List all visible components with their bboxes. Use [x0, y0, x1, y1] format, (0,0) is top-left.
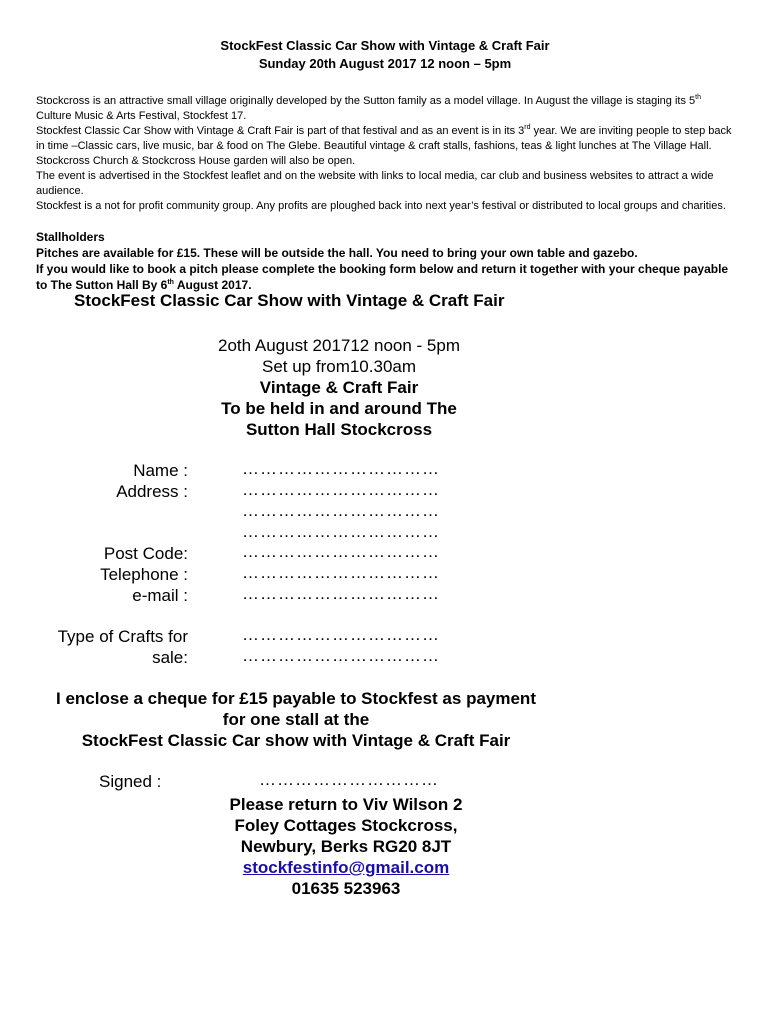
phone-number: 01635 523963: [291, 879, 401, 898]
event-details: [0, 335, 678, 440]
return-line: Newbury, Berks RG20 8JT: [240, 837, 452, 856]
intro-paragraph: The event is advertised in the Stockfest leaflet and on the website with links to local media, car club and business websites to attract a wide audience.: [36, 170, 714, 197]
cheque-statement: [0, 688, 592, 751]
crafts-label: sale:: [152, 648, 188, 667]
address-field[interactable]: ……………………………: [242, 522, 440, 541]
booking-instructions: If you would like to book a pitch please complete the booking form below and return it together with your cheque payable to The Sutton Hall By 6th August 2017.: [36, 262, 729, 292]
stallholders-heading: Stallholders: [36, 230, 105, 244]
fair-name: Vintage & Craft Fair: [259, 378, 419, 397]
crafts-field[interactable]: ……………………………: [242, 625, 440, 644]
event-date: Sunday 20th August 2017 12 noon – 5pm: [258, 56, 512, 71]
crafts-label: Type of Crafts for: [57, 627, 188, 646]
email-field[interactable]: ……………………………: [242, 584, 440, 603]
name-field[interactable]: ……………………………: [242, 459, 440, 478]
crafts-field[interactable]: ……………………………: [242, 646, 440, 665]
telephone-label: Telephone :: [100, 565, 188, 584]
pitch-info: Pitches are available for £15. These will be outside the hall. You need to bring your own table and gazebo.: [36, 246, 638, 260]
intro-text: [36, 94, 736, 214]
intro-paragraph: Stockfest Classic Car Show with Vintage & Craft Fair is part of that festival and as an event is in its 3rd year. We are inviting people to step back in time –Classic cars, live music, bar & food on The Glebe. Beautiful vintage & craft stalls, fashions, teas & light lunches at The Village Hall. Stockcross Church & Stockcross House garden will also be open.: [36, 124, 732, 167]
cheque-line: for one stall at the: [222, 710, 370, 729]
postcode-label: Post Code:: [103, 544, 188, 563]
intro-paragraph: Stockfest is a not for profit community group. Any profits are ploughed back into next year’s festival or distributed to local groups and charities.: [36, 200, 726, 212]
return-line: Please return to Viv Wilson 2: [229, 795, 463, 814]
intro-paragraph: Stockcross is an attractive small village originally developed by the Sutton family as a model village. In August the village is staging its 5th Culture Music & Arts Festival, Stockfest 17.: [36, 94, 701, 122]
cheque-line: StockFest Classic Car show with Vintage & Craft Fair: [81, 731, 511, 750]
email-link[interactable]: stockfestinfo@gmail.com: [242, 858, 450, 877]
signed-label: Signed :: [99, 772, 162, 791]
name-label: Name :: [133, 461, 188, 480]
cheque-line: I enclose a cheque for £15 payable to Stockfest as payment: [56, 689, 536, 708]
address-label: Address :: [116, 482, 188, 501]
form-title: StockFest Classic Car Show with Vintage & Craft Fair: [74, 291, 505, 310]
stallholders-section: [36, 229, 736, 293]
address-field[interactable]: ……………………………: [242, 480, 440, 499]
email-label: e-mail :: [132, 586, 188, 605]
return-line: Foley Cottages Stockcross,: [234, 816, 458, 835]
address-field[interactable]: ……………………………: [242, 501, 440, 520]
telephone-field[interactable]: ……………………………: [242, 563, 440, 582]
return-address: [0, 794, 692, 899]
postcode-field[interactable]: ……………………………: [242, 542, 440, 561]
signature-field[interactable]: …………………………: [259, 770, 439, 789]
setup-time: Set up from10.30am: [261, 357, 417, 376]
form-date: 2oth August 201712 noon - 5pm: [218, 336, 460, 355]
venue-line: To be held in and around The: [221, 399, 457, 418]
document-title: StockFest Classic Car Show with Vintage & Craft Fair: [220, 38, 550, 53]
venue-line: Sutton Hall Stockcross: [245, 420, 433, 439]
